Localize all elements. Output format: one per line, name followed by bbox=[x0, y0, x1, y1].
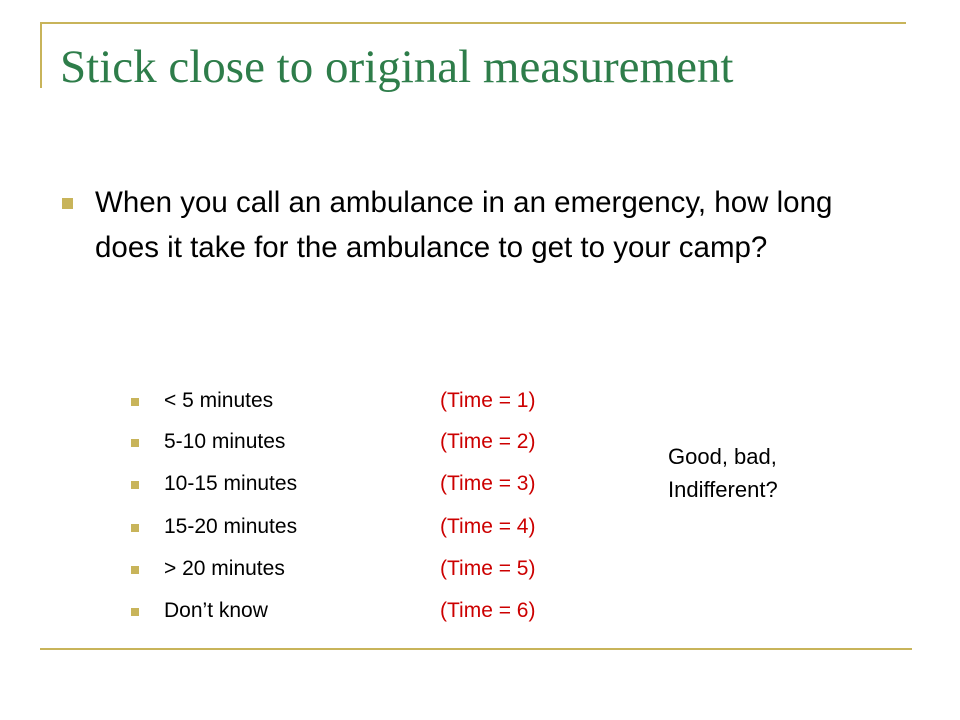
option-bullet-icon bbox=[131, 566, 139, 574]
main-bullet-icon bbox=[62, 198, 73, 209]
top-rule bbox=[40, 22, 906, 24]
option-bullet-icon bbox=[131, 398, 139, 406]
option-row bbox=[0, 513, 700, 541]
option-code: (Time = 1) bbox=[440, 389, 536, 412]
option-bullet-icon bbox=[131, 524, 139, 532]
option-label: Don’t know bbox=[164, 599, 268, 622]
option-label: > 20 minutes bbox=[164, 557, 285, 580]
option-label: 5-10 minutes bbox=[164, 430, 286, 453]
option-bullet-icon bbox=[131, 481, 139, 489]
option-label: 15-20 minutes bbox=[164, 515, 298, 538]
option-bullet-icon bbox=[131, 439, 139, 447]
side-note-line: Good, bad, bbox=[668, 444, 777, 469]
left-rule bbox=[40, 22, 42, 88]
option-label: < 5 minutes bbox=[164, 389, 274, 412]
option-row bbox=[0, 428, 700, 456]
option-row bbox=[0, 387, 700, 415]
option-code: (Time = 5) bbox=[440, 557, 536, 580]
option-bullet-icon bbox=[131, 608, 139, 616]
option-code: (Time = 2) bbox=[440, 430, 536, 453]
bottom-rule bbox=[40, 648, 912, 650]
slide-title: Stick close to original measurement bbox=[60, 41, 734, 93]
option-row bbox=[0, 597, 700, 625]
option-code: (Time = 6) bbox=[440, 599, 536, 622]
option-code: (Time = 3) bbox=[440, 472, 536, 495]
option-row bbox=[0, 470, 700, 498]
question-text: When you call an ambulance in an emergency, how long does it take for the ambulance to get to your camp? bbox=[95, 186, 833, 264]
side-note-line: Indifferent? bbox=[668, 477, 778, 502]
side-note bbox=[668, 440, 888, 506]
option-row bbox=[0, 555, 700, 583]
option-label: 10-15 minutes bbox=[164, 472, 298, 495]
option-code: (Time = 4) bbox=[440, 515, 536, 538]
